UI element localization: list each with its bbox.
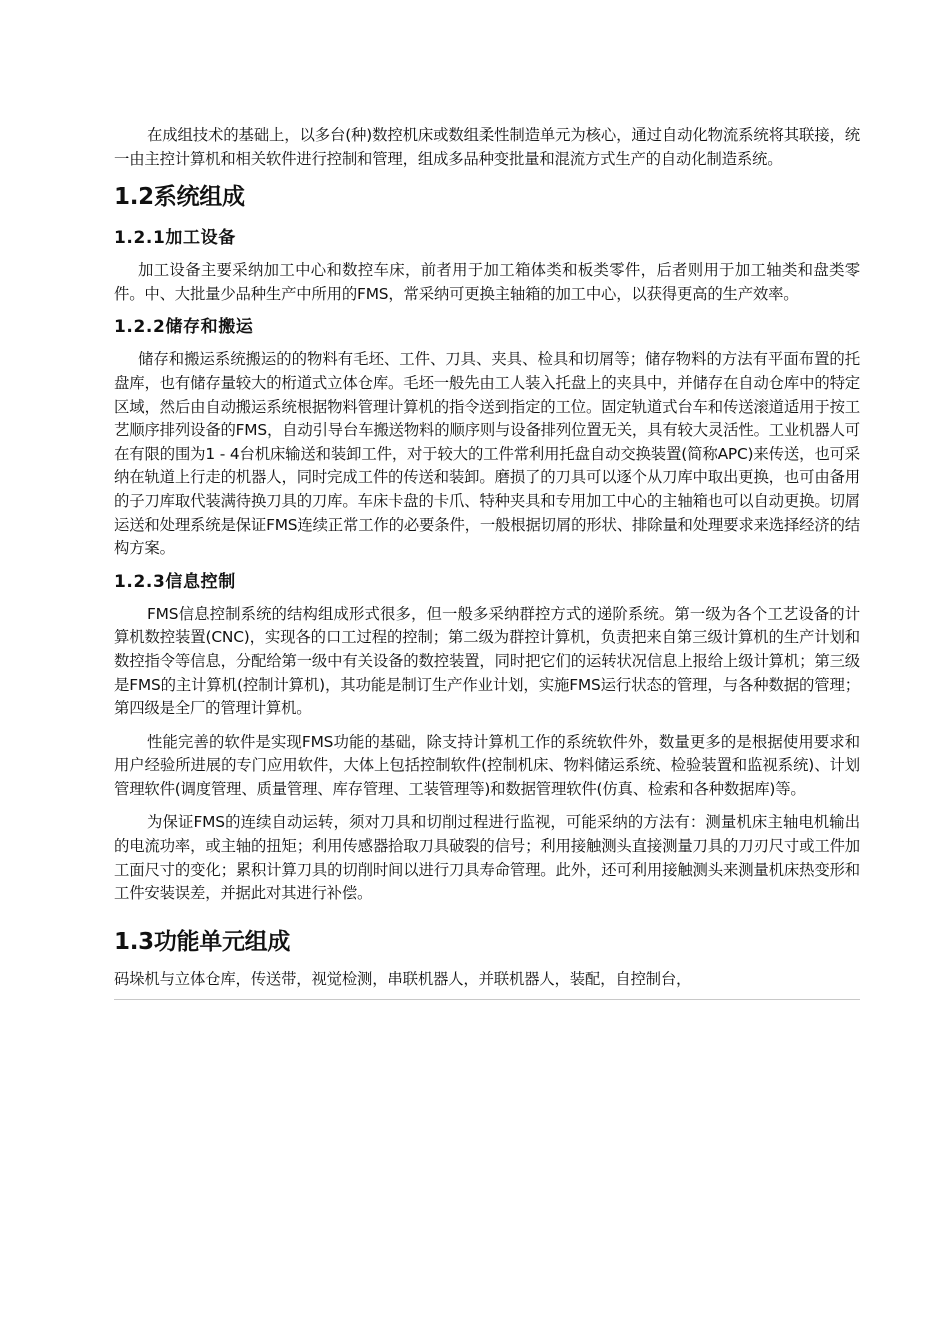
paragraph-storage-handling: 储存和搬运系统搬运的的物料有毛坯、工件、刀具、夹具、检具和切屑等；储存物料的方法有平面布置的托盘库，也有储存量较大的桁道式立体仓库。毛坯一般先由工人装入托盘上的夹具中，并储存在自动仓库中的特定区域，然后由自动搬运系统根据物料管理计算机的指令送到指定的工位。固定轨道式台车和传送滚道适用于按工艺顺序排列设备的FMS，自动引导台车搬送物料的顺序则与设备排列位置无关，具有较大灵活性。工业机器人可在有限的围为1 - 4台机床输送和装卸工件，对于较大的工件常利用托盘自动交换装置(简称APC)来传送，也可采纳在轨道上行走的机器人，同时完成工件的传送和装卸。磨损了的刀具可以逐个从刀库中取出更换，也可由备用的子刀库取代装满待换刀具的刀库。车床卡盘的卡爪、特种夹具和专用加工中心的主轴箱也可以自动更换。切屑运送和处理系统是保证FMS连续正常工作的必要条件，一般根据切屑的形状、排除量和处理要求来选择经济的结构方案。 bbox=[114, 350, 861, 558]
paragraph-functional-units: 码垛机与立体仓库，传送带，视觉检测，串联机器人，并联机器人，装配，自控制台， bbox=[114, 969, 692, 988]
paragraph-info-control-3: 为保证FMS的连续自动运转，须对刀具和切削过程进行监视，可能采纳的方法有：测量机床主轴电机输出的电流功率，或主轴的扭矩；利用传感器拾取刀具破裂的信号；利用接触测头直接测量刀具的刀刃尺寸或工件加工面尺寸的变化；累积计算刀具的切削时间以进行刀具寿命管理。此外，还可利用接触测头来测量机床热变形和工件安装误差，并据此对其进行补偿。 bbox=[114, 813, 860, 903]
subsection-heading-1-2-1: 1.2.1加工设备 bbox=[114, 228, 236, 249]
paragraph-info-control-2: 性能完善的软件是实现FMS功能的基础，除支持计算机工作的系统软件外，数量更多的是根据使用要求和用户经验所进展的专门应用软件，大体上包括控制软件(控制机床、物料储运系统、检验装置和监视系统)、计划管理软件(调度管理、质量管理、库存管理、工装管理等)和数据管理软件(仿真、检索和各种数据库)等。 bbox=[114, 732, 860, 798]
section-heading-1-3: 1.3功能单元组成 bbox=[114, 928, 291, 955]
intro-paragraph: 在成组技术的基础上，以多台(种)数控机床或数组柔性制造单元为核心，通过自动化物流系统将其联接，统一由主控计算机和相关软件进行控制和管理，组成多品种变批量和混流方式生产的自动化制造系统。 bbox=[114, 126, 860, 168]
paragraph-info-control-1: FMS信息控制系统的结构组成形式很多，但一般多采纳群控方式的递阶系统。第一级为各个工艺设备的计算机数控装置(CNC)，实现各的口工过程的控制；第二级为群控计算机，负责把来自第三级计算机的生产计划和数控指令等信息，分配给第一级中有关设备的数控装置，同时把它们的运转状况信息上报给上级计算机；第三级是FMS的主计算机(控制计算机)，其功能是制订生产作业计划，实施FMS运行状态的管理，与各种数据的管理；第四级是全厂的管理计算机。 bbox=[114, 604, 860, 718]
horizontal-divider bbox=[114, 999, 860, 1000]
paragraph-processing-equipment: 加工设备主要采纳加工中心和数控车床，前者用于加工箱体类和板类零件，后者则用于加工轴类和盘类零件。中、大批量少品种生产中所用的FMS，常采纳可更换主轴箱的加工中心，以获得更高的生产效率。 bbox=[114, 261, 860, 303]
section-heading-1-2: 1.2系统组成 bbox=[114, 184, 245, 211]
document-body bbox=[114, 124, 860, 1000]
subsection-heading-1-2-3: 1.2.3信息控制 bbox=[114, 571, 236, 592]
subsection-heading-1-2-2: 1.2.2储存和搬运 bbox=[114, 317, 254, 338]
